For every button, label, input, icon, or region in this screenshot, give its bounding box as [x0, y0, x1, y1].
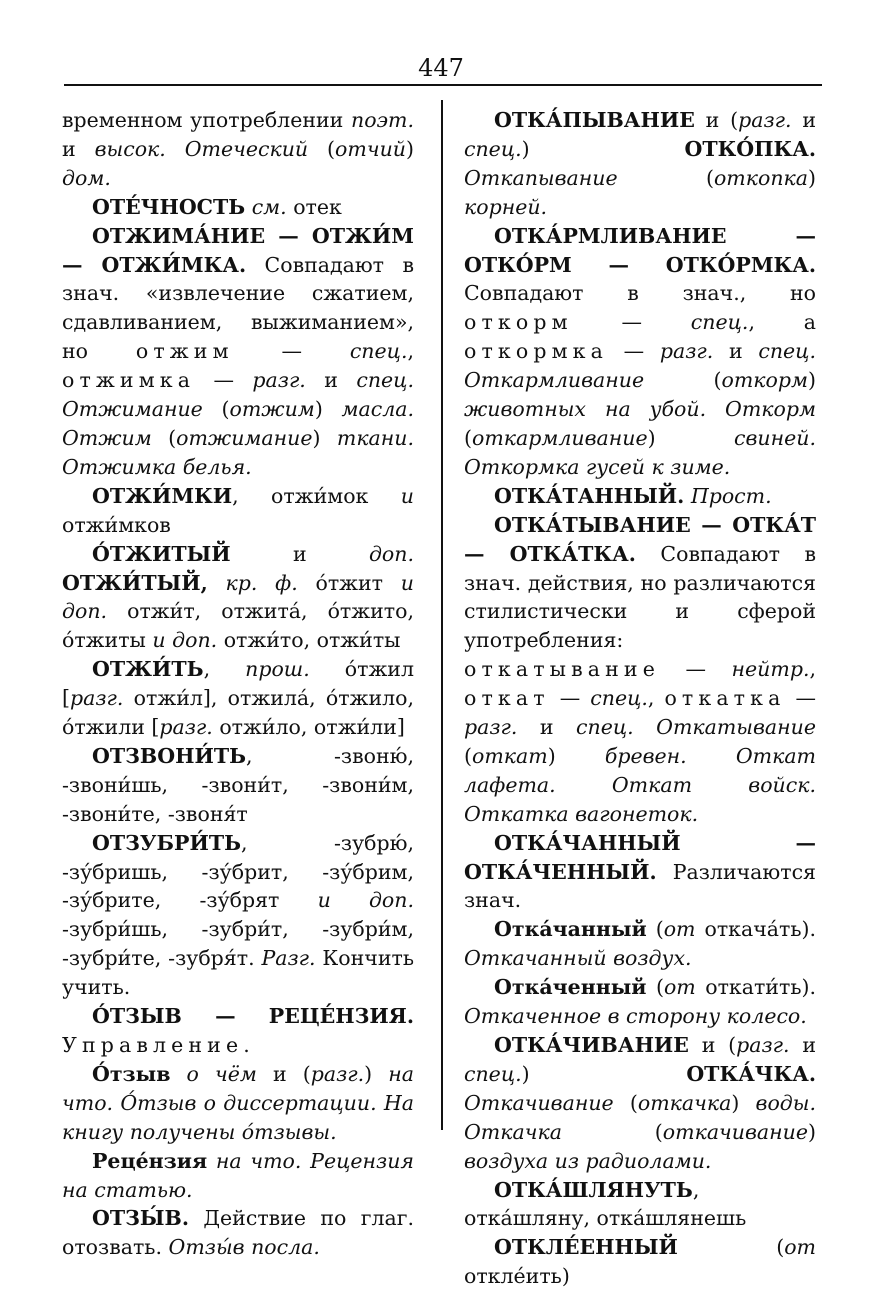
entry-otechnost: ОТЕ́ЧНОСТЬ см. отек — [92, 194, 342, 219]
headword: ОТКА́ТАННЫЙ. — [494, 483, 685, 508]
headword: ОТКА́ТЫВАНИЕ — ОТКА́Т — ОТКА́ТКА. — [464, 512, 816, 566]
headword: ОТЖИМА́НИЕ — ОТЖИ́М — ОТЖИ́МКА. — [62, 223, 414, 277]
entry-otzhimanie: ОТЖИМА́НИЕ — ОТЖИ́М — ОТЖИ́МКА. Совпадают в знач. «извлечение сжатием, сдавливанием, выжиманием», но отжим — спец., отжимка — разг. и спец. Отжимание (отжим) масла. Отжим (отжимание) ткани. Отжимка белья. — [62, 223, 415, 479]
entry-otzubrit: ОТЗУБРИ́ТЬ, -зубрю́, -зу́бришь, -зу́брит, -зу́брим, -зу́брите, -зу́брят и доп. -зубри́шь, -зубри́т, -зубри́м, -зубри́те, -зубря́т. Разг. Кончить учить. — [62, 830, 414, 1000]
headword: О́тзыв — [92, 1061, 171, 1086]
headword: ОТКА́ЧАННЫЙ — ОТКА́ЧЕННЫЙ. — [464, 830, 816, 884]
page-number: 447 — [418, 54, 464, 82]
entry-otkachannyy-otkachennyy: ОТКА́ЧАННЫЙ — ОТКА́ЧЕННЫЙ. Различаются знач. — [464, 830, 816, 913]
entry-otkarmlivanie: ОТКА́РМЛИВАНИЕ — ОТКО́РМ — ОТКО́РМКА. Совпадают в знач., но откорм — спец., а откормка — разг. и спец. Откармливание (откорм) животных на убой. Откорм (откармливание) свиней. Откормка гусей к зиме. — [464, 223, 816, 479]
headword: Отка́чанный — [494, 917, 647, 942]
entry-recenziya: Реце́нзия на что. Рецензия на статью. — [62, 1148, 414, 1202]
headword: ОТЗЫ́В. — [92, 1206, 189, 1231]
headword: ОТКА́РМЛИВАНИЕ — ОТКО́РМ — ОТКО́РМКА. — [464, 223, 816, 277]
headword: ОТКА́ЧИВАНИЕ — [494, 1033, 689, 1057]
headword: ОТЗВОНИ́ТЬ — [92, 743, 246, 768]
entry-otkashlyanut: ОТКА́ШЛЯНУТЬ, отка́шляну, отка́шлянешь — [464, 1177, 747, 1231]
entry-otzyv-recenziya: О́ТЗЫВ — РЕЦЕ́НЗИЯ. Управление. — [62, 1004, 414, 1057]
headword: ОТЖИ́ТЬ — [92, 657, 204, 682]
entry-continuation: временном употреблении поэт. и высок. Отеческий (отчий) дом. — [62, 108, 414, 190]
entry-otzhityy: О́ТЖИТЫЙ и доп. ОТЖИ́ТЫЙ, кр. ф. о́тжит и доп. отжи́т, отжита́, о́тжито, о́тжиты и доп. отжи́то, отжи́ты — [62, 541, 414, 653]
headword: ОТЗУБРИ́ТЬ — [92, 830, 242, 855]
entry-otkachannyy: Отка́чанный (от откача́ть). Откачанный воздух. — [464, 917, 816, 971]
header-rule — [64, 84, 822, 86]
headword: Реце́нзия — [92, 1148, 208, 1173]
entry-otzvonit: ОТЗВОНИ́ТЬ, -звоню́, -звони́шь, -звони́т, -звони́м, -звони́те, -звоня́т — [62, 743, 414, 826]
entry-otkatannyy: ОТКА́ТАННЫЙ. Прост. — [494, 483, 772, 508]
entry-otkapyvanie: ОТКА́ПЫВАНИЕ и (разг. и спец.) ОТКО́ПКА. Откапывание (откопка) корней. — [464, 108, 816, 219]
right-column — [464, 106, 816, 1291]
headword: ОТЖИ́МКИ — [92, 483, 233, 508]
headword: Отка́ченный — [494, 975, 647, 1000]
entry-otzhimki: ОТЖИ́МКИ, отжи́мок и отжи́мков — [62, 483, 414, 537]
entry-otkleennyy: ОТКЛЕ́ЕННЫЙ (от откле́ить) — [464, 1235, 816, 1289]
column-divider — [441, 100, 443, 1130]
entry-otkachivanie: ОТКА́ЧИВАНИЕ и (разг. и спец.) ОТКА́ЧКА. Откачивание (откачка) воды. Откачка (откачивание) воздуха из радиолами. — [464, 1033, 817, 1173]
headword: ОТЕ́ЧНОСТЬ — [92, 194, 246, 219]
entry-otzyv: О́тзыв о чём и (разг.) на что. О́тзыв о диссертации. На книгу получены о́тзывы. — [62, 1061, 414, 1144]
entry-otzyv-action: ОТЗЫ́В. Действие по глаг. отозвать. Отзы́в посла. — [62, 1206, 414, 1260]
left-column — [62, 106, 414, 1262]
entry-otkachennyy: Отка́ченный (от откати́ть). Откаченное в сторону колесо. — [464, 975, 816, 1029]
headword: ОТКЛЕ́ЕННЫЙ — [494, 1235, 678, 1260]
headword: О́ТЖИТЫЙ — [92, 541, 231, 566]
entry-otzhit: ОТЖИ́ТЬ, прош. о́тжил [разг. отжи́л], отжила́, о́тжило, о́тжили [разг. отжи́ло, отжи́ли] — [62, 657, 414, 740]
entry-otkatyvanie: ОТКА́ТЫВАНИЕ — ОТКА́Т — ОТКА́ТКА. Совпадают в знач. действия, но различаются стилистически и сферой употребления: откатывание — нейтр., откат — спец., откатка — разг. и спец. Откатывание (откат) бревен. Откат лафета. Откат войск. Откатка вагонеток. — [464, 512, 816, 826]
headword: ОТКА́ШЛЯНУТЬ — [494, 1177, 693, 1202]
headword: О́ТЗЫВ — РЕЦЕ́НЗИЯ. — [92, 1004, 414, 1029]
headword: ОТКА́ПЫВАНИЕ — [494, 108, 695, 132]
